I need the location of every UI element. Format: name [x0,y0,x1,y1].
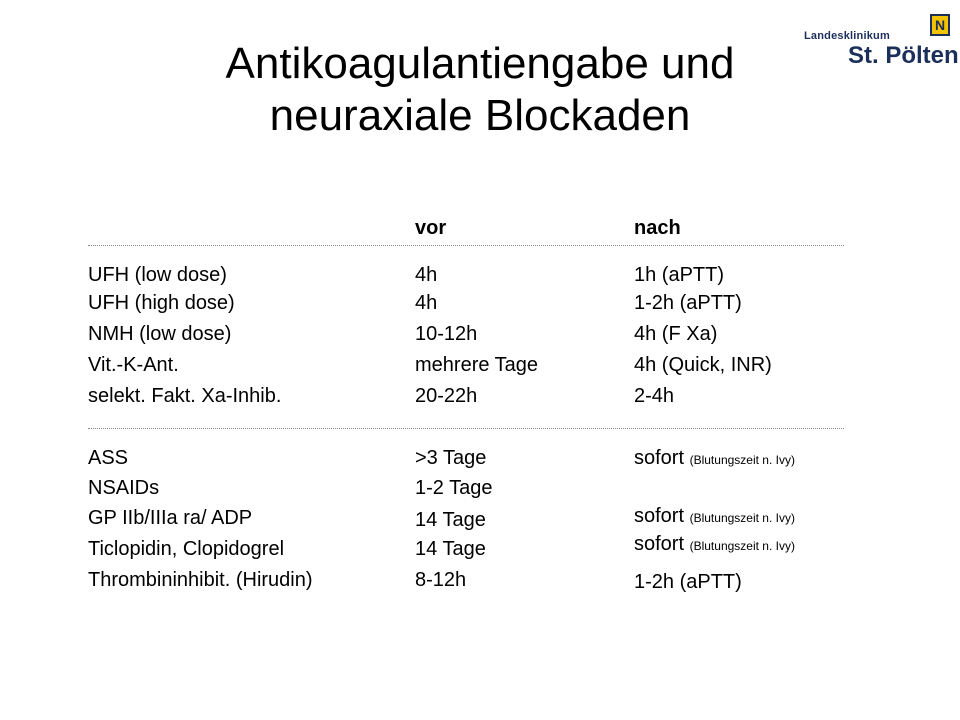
hospital-logo [804,14,959,70]
header-before: vor [415,217,447,239]
time-before: 14 Tage [415,509,486,531]
time-before: mehrere Tage [415,354,539,376]
drug-name: UFH (high dose) [88,292,235,314]
time-before: 8-12h [415,569,467,591]
time-after: 4h (F Xa) [634,323,718,345]
time-after-note: (Blutungszeit n. Ivy) [689,511,795,525]
page-title [80,38,880,142]
group-divider [88,428,844,429]
logo-big-text: St. Pölten [848,42,959,69]
time-after-note: (Blutungszeit n. Ivy) [689,453,795,467]
header-after: nach [634,217,681,239]
drug-name: Vit.-K-Ant. [88,354,179,376]
time-after: 1-2h (aPTT) [634,292,742,314]
noe-flag-icon [930,14,950,36]
drug-name: Thrombininhibit. (Hirudin) [88,569,313,591]
time-before: 20-22h [415,385,478,407]
time-before: 1-2 Tage [415,477,493,499]
logo-mark-letter: N [934,17,946,33]
drug-name: GP IIb/IIIa ra/ ADP [88,507,253,529]
logo-small-text: Landesklinikum [804,30,890,42]
title-line-2: neuraxiale Blockaden [269,91,691,140]
time-after-value: sofort [634,533,685,555]
time-after-value: sofort [634,505,685,527]
drug-name: selekt. Fakt. Xa-Inhib. [88,385,282,407]
time-before: 14 Tage [415,538,486,560]
time-before: 10-12h [415,323,478,345]
time-after [634,446,795,472]
time-after-note: (Blutungszeit n. Ivy) [689,539,795,553]
time-after: 1h (aPTT) [634,264,725,286]
time-before: >3 Tage [415,447,487,469]
header-divider [88,245,844,246]
time-after: 2-4h [634,385,675,407]
time-before: 4h [415,264,438,286]
drug-name: Ticlopidin, Clopidogrel [88,538,285,560]
time-after [634,504,795,530]
drug-name: UFH (low dose) [88,264,227,286]
drug-name: NMH (low dose) [88,323,232,345]
time-after-value: sofort [634,447,685,469]
time-before: 4h [415,292,438,314]
time-after-value: 1-2h (aPTT) [634,571,742,593]
time-after [634,570,742,596]
drug-name: NSAIDs [88,477,160,499]
time-after: 4h (Quick, INR) [634,354,772,376]
drug-name: ASS [88,447,129,469]
title-line-1: Antikoagulantiengabe und [225,39,735,88]
time-after [634,532,795,558]
